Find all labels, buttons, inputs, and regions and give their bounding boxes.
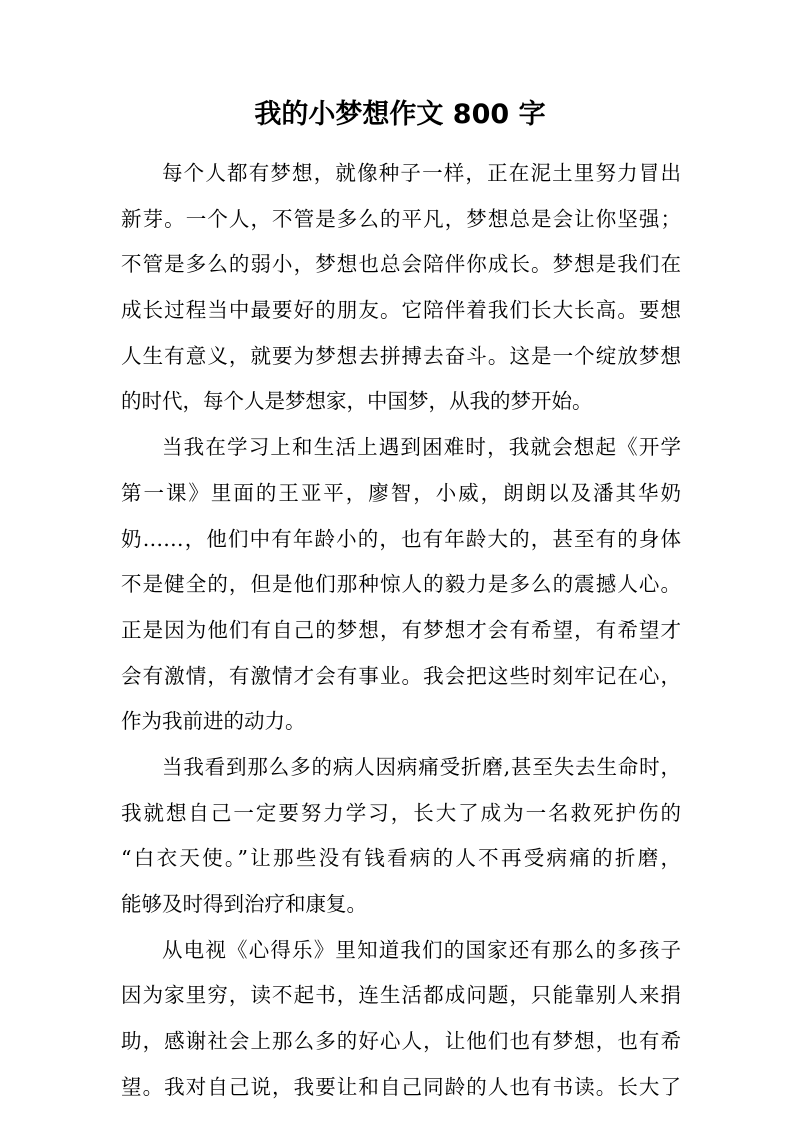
text-line: 会有激情，有激情才会有事业。我会把这些时刻牢记在心，	[121, 663, 681, 688]
text-line: 我就想自己一定要努力学习，长大了成为一名救死护伤的	[121, 800, 681, 825]
text-line: 助，感谢社会上那么多的好心人，让他们也有梦想，也有希	[121, 1029, 681, 1054]
text-line: “白衣天使。”让那些没有钱看病的人不再受病痛的折磨，	[121, 846, 681, 871]
document-body	[121, 151, 681, 1110]
text-line: 人生有意义，就要为梦想去拼搏去奋斗。这是一个绽放梦想	[121, 343, 681, 368]
text-line: 新芽。一个人，不管是多么的平凡，梦想总是会让你坚强；	[121, 206, 681, 231]
text-line: 的时代，每个人是梦想家，中国梦，从我的梦开始。	[121, 389, 593, 414]
paragraph-2	[121, 425, 681, 745]
paragraph-1	[121, 151, 681, 425]
text-line: 正是因为他们有自己的梦想，有梦想才会有希望，有希望才	[121, 617, 681, 642]
document-title: 我的小梦想作文 800 字	[254, 99, 546, 130]
text-line: 第一课》里面的王亚平，廖智，小威，朗朗以及潘其华奶	[121, 480, 681, 505]
paragraph-3	[121, 745, 681, 928]
text-line: 因为家里穷，读不起书，连生活都成问题，只能靠别人来捐	[121, 983, 681, 1008]
text-line: 当我在学习上和生活上遇到困难时，我就会想起《开学	[162, 435, 681, 460]
text-line: 不管是多么的弱小，梦想也总会陪伴你成长。梦想是我们在	[121, 252, 681, 277]
text-line: 当我看到那么多的病人因病痛受折磨,甚至失去生命时，	[162, 754, 681, 779]
text-line: 成长过程当中最要好的朋友。它陪伴着我们长大长高。要想	[121, 298, 681, 323]
text-line: 从电视《心得乐》里知道我们的国家还有那么的多孩子	[162, 937, 681, 962]
text-line: 不是健全的，但是他们那种惊人的毅力是多么的震撼人心。	[121, 572, 681, 597]
text-line: 每个人都有梦想，就像种子一样，正在泥土里努力冒出	[162, 161, 681, 185]
paragraph-4	[121, 928, 681, 1111]
text-line: 望。我对自己说，我要让和自己同龄的人也有书读。长大了	[121, 1074, 681, 1099]
text-line: 能够及时得到治疗和康复。	[121, 892, 367, 916]
text-line: 奶……，他们中有年龄小的，也有年龄大的，甚至有的身体	[121, 526, 681, 551]
text-line: 作为我前进的动力。	[121, 709, 306, 734]
